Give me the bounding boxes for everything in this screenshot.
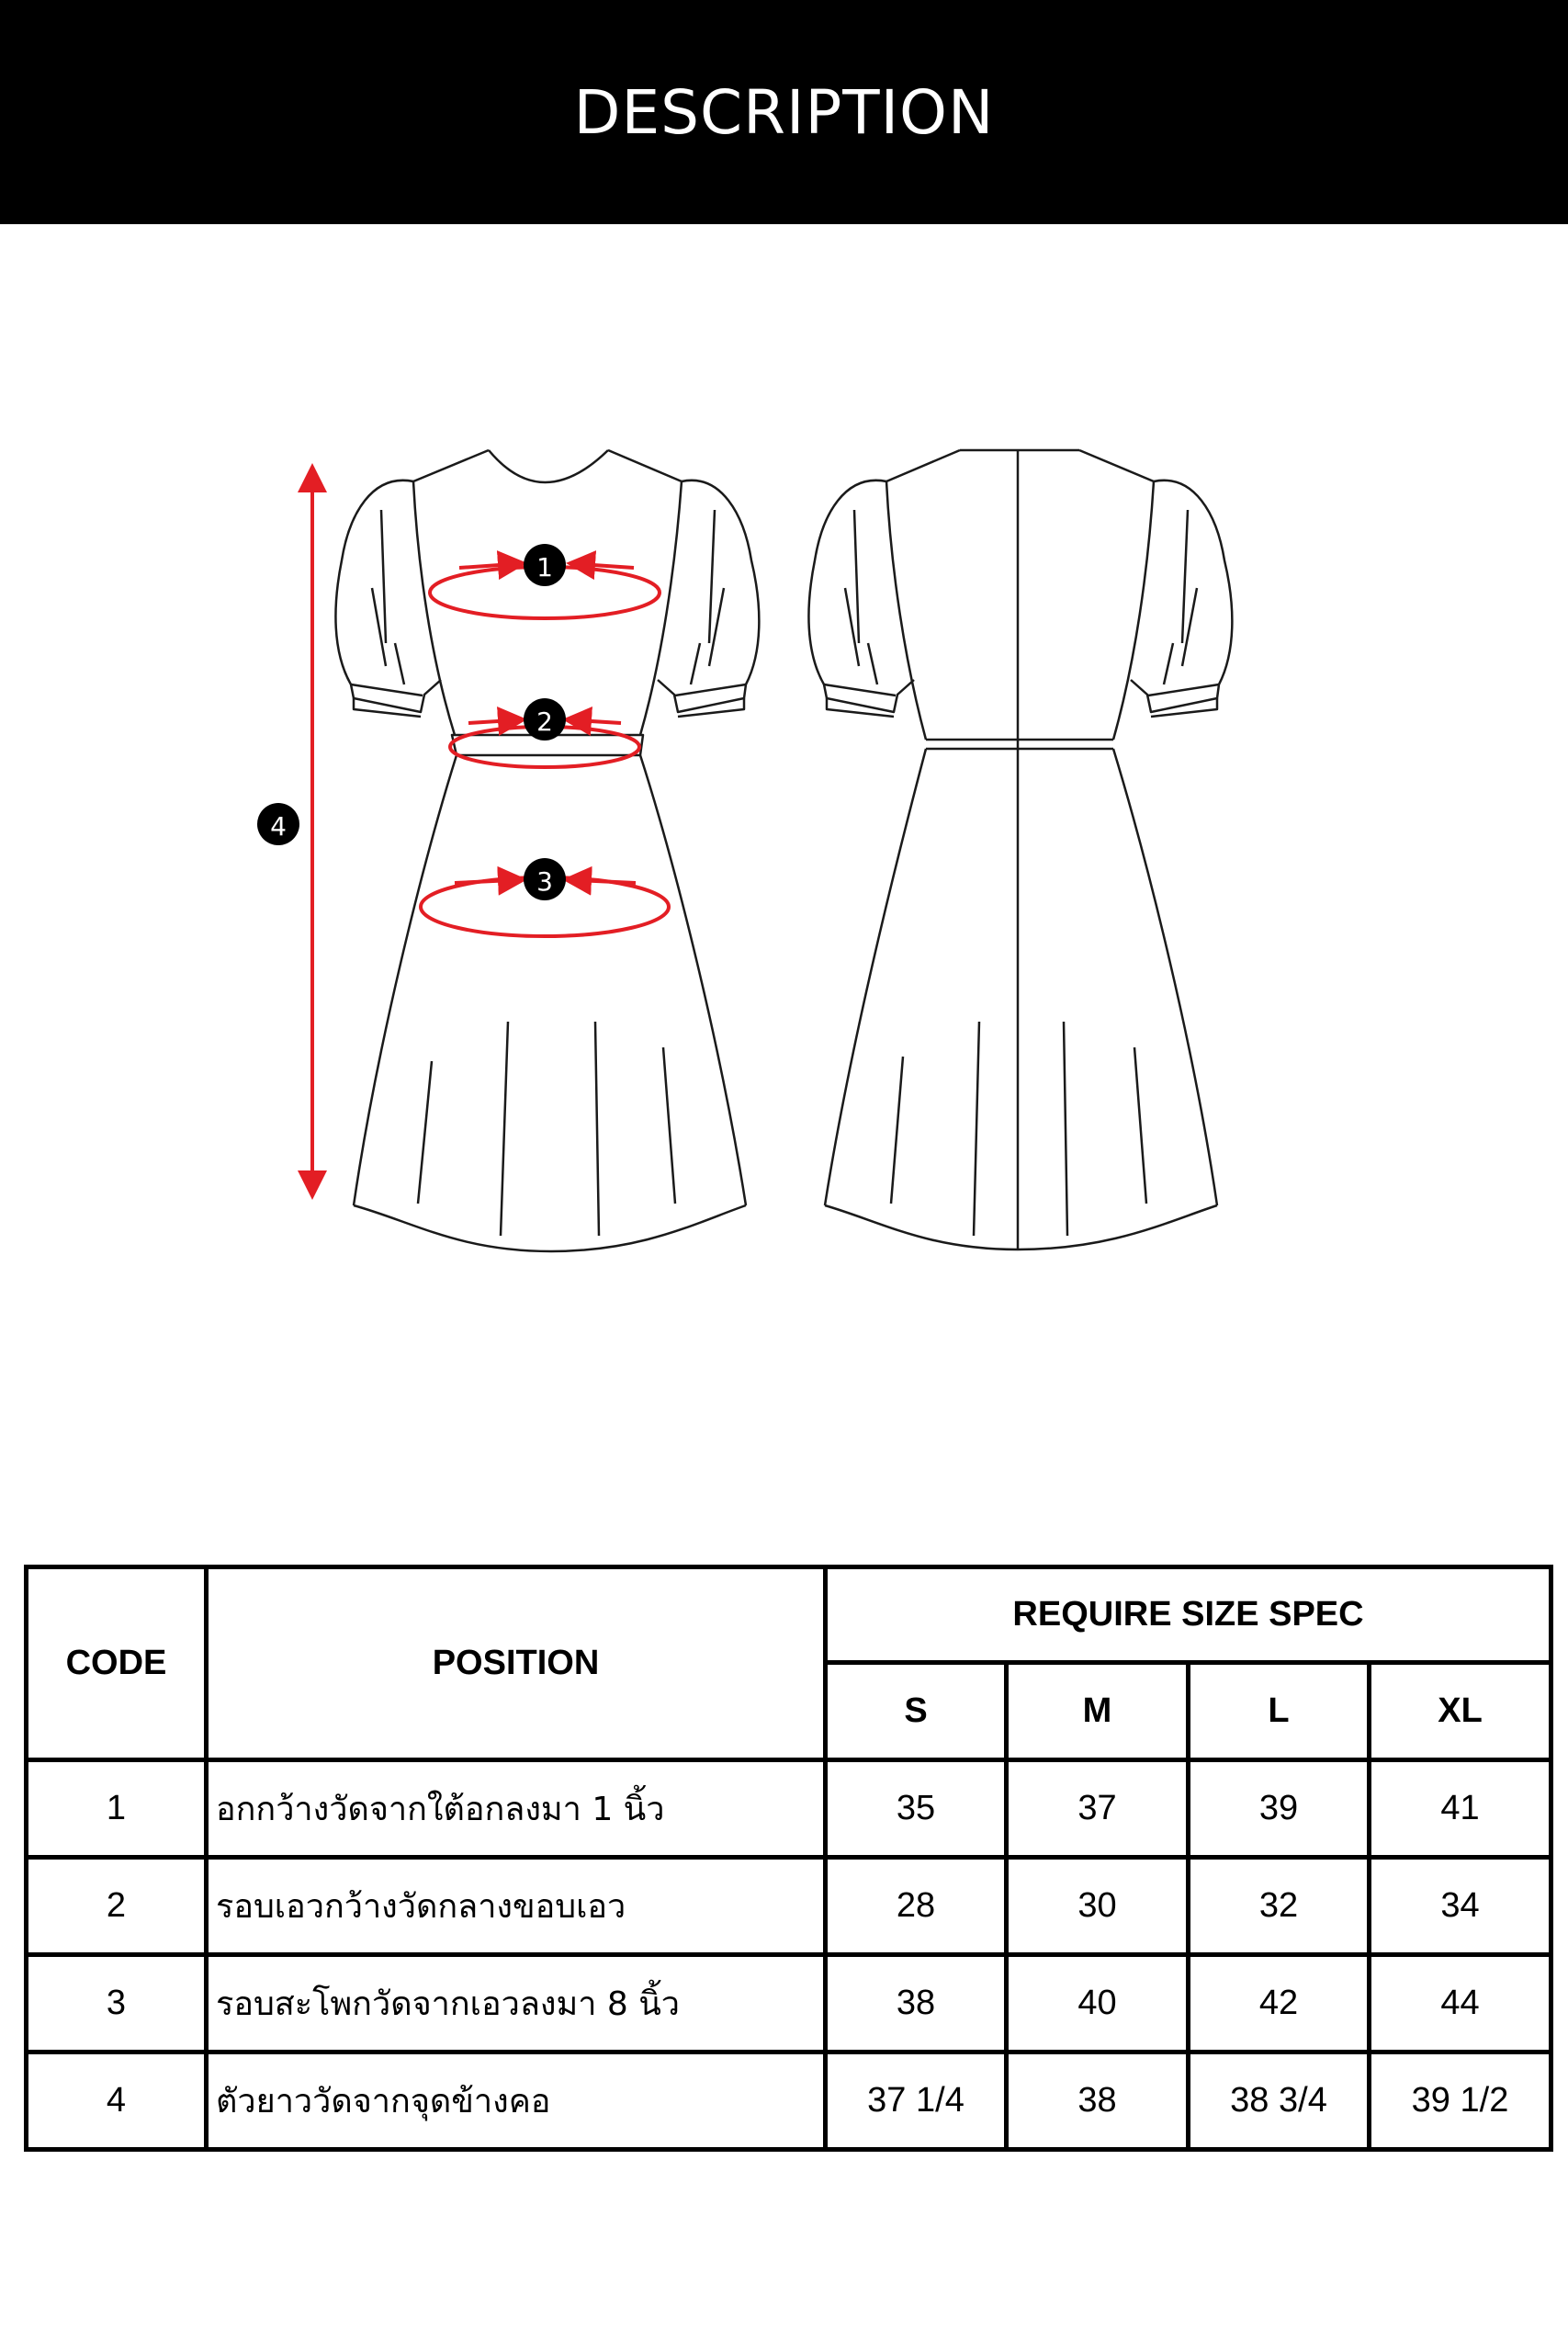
header-size-l: L [1189,1663,1370,1760]
value-s: 37 1/4 [826,2052,1007,2150]
value-m: 40 [1007,1955,1189,2052]
value-l: 32 [1189,1858,1370,1955]
value-s: 38 [826,1955,1007,2052]
header-size-m: M [1007,1663,1189,1760]
marker-1 [524,544,566,586]
header-size-xl: XL [1370,1663,1551,1760]
row-position: รอบสะโพกวัดจากเอวลงมา 8 นิ้ว [207,1955,826,2052]
value-l: 38 3/4 [1189,2052,1370,2150]
dress-diagram [0,404,1568,1286]
row-position: อกกว้างวัดจากใต้อกลงมา 1 นิ้ว [207,1760,826,1858]
header-code: CODE [27,1567,207,1760]
measure-loops [312,478,669,1185]
marker-4 [257,803,299,845]
row-code: 1 [27,1760,207,1858]
row-position: ตัวยาววัดจากจุดข้างคอ [207,2052,826,2150]
value-m: 38 [1007,2052,1189,2150]
header-position: POSITION [207,1567,826,1760]
svg-text:3: 3 [536,866,553,897]
page-title: DESCRIPTION [573,76,995,148]
svg-text:1: 1 [536,552,553,582]
back-dress-outline [808,450,1232,1250]
value-xl: 41 [1370,1760,1551,1858]
size-spec-table [24,1565,1553,2152]
table-row [27,2052,1551,2150]
row-position: รอบเอวกว้างวัดกลางขอบเอว [207,1858,826,1955]
value-xl: 44 [1370,1955,1551,2052]
header-size-s: S [826,1663,1007,1760]
svg-text:2: 2 [536,707,553,737]
header-bar [0,0,1568,224]
marker-3 [524,858,566,900]
value-m: 37 [1007,1760,1189,1858]
row-code: 2 [27,1858,207,1955]
row-code: 3 [27,1955,207,2052]
value-s: 28 [826,1858,1007,1955]
value-s: 35 [826,1760,1007,1858]
table-row [27,1858,1551,1955]
marker-2 [524,698,566,741]
svg-text:4: 4 [270,811,287,842]
row-code: 4 [27,2052,207,2150]
header-require-size-spec: REQUIRE SIZE SPEC [826,1567,1551,1663]
value-m: 30 [1007,1858,1189,1955]
value-xl: 34 [1370,1858,1551,1955]
value-l: 39 [1189,1760,1370,1858]
table-row [27,1760,1551,1858]
table-row [27,1955,1551,2052]
value-l: 42 [1189,1955,1370,2052]
value-xl: 39 1/2 [1370,2052,1551,2150]
